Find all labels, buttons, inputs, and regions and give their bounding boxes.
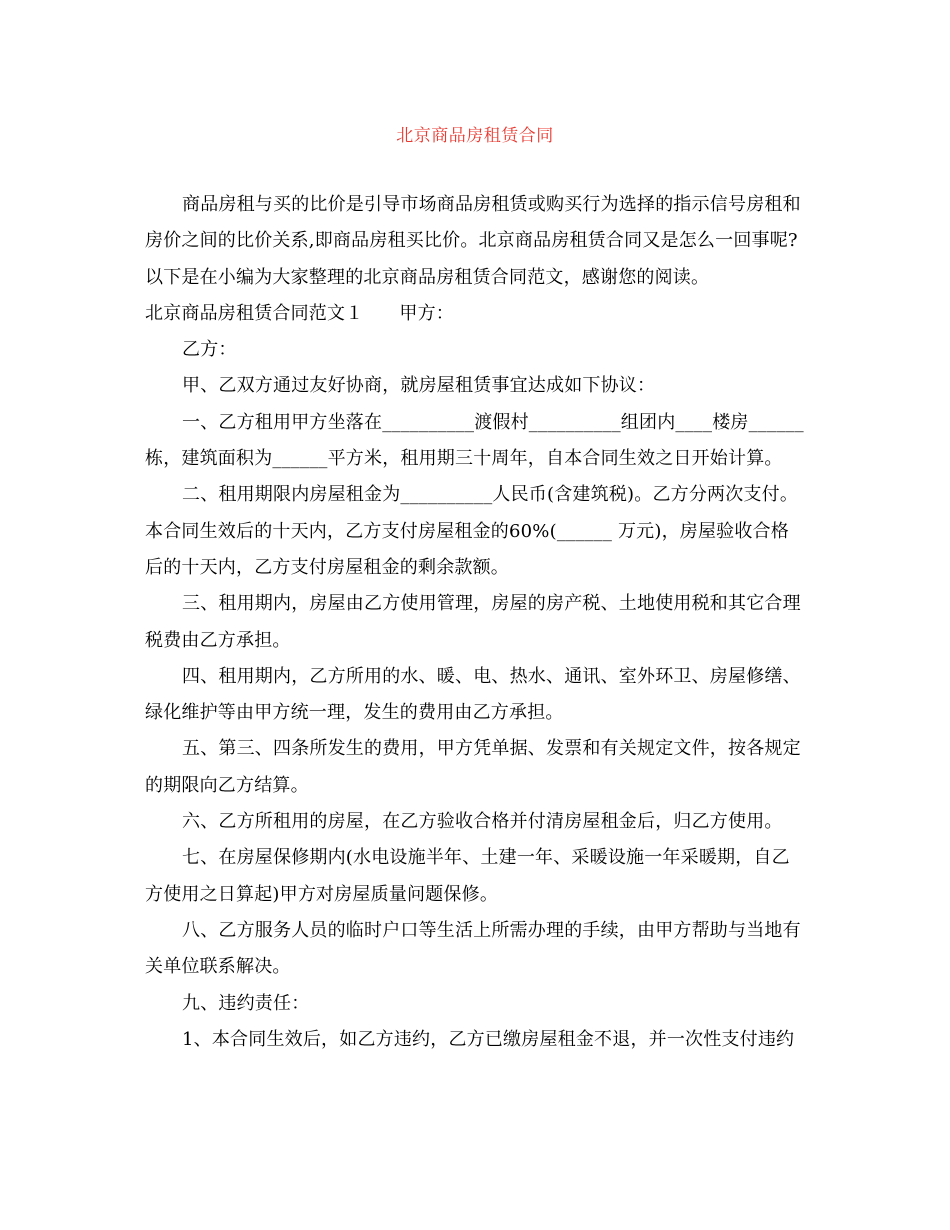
clause-paragraph: 八、乙方服务人员的临时户口等生活上所需办理的手续，由甲方帮助与当地有关单位联系解决。 bbox=[145, 919, 801, 978]
sample-heading-line bbox=[145, 296, 805, 332]
clause-paragraph: 六、乙方所租用的房屋，在乙方验收合格并付清房屋租金后，归乙方使用。 bbox=[182, 811, 783, 833]
clause-paragraph: 1、本合同生效后，如乙方违约，乙方已缴房屋租金不退，并一次性支付违约 bbox=[182, 1028, 795, 1050]
party-a-label: 甲方： bbox=[399, 302, 455, 324]
clause-paragraph: 三、租用期内，房屋由乙方使用管理，房屋的房产税、土地使用税和其它合理税费由乙方承担。 bbox=[145, 593, 801, 651]
sample-heading: 北京商品房租赁合同范文１ bbox=[145, 302, 364, 324]
document-body bbox=[145, 187, 805, 1058]
party-b-label: 乙方： bbox=[182, 339, 237, 361]
clause-paragraph: 四、租用期内，乙方所用的水、暖、电、热水、通讯、室外环卫、房屋修缮、绿化维护等由甲方统一理，发生的费用由乙方承担。 bbox=[145, 665, 801, 724]
clause-paragraph: 一、乙方租用甲方坐落在__________渡假村__________组团内____楼房______栋，建筑面积为______平方米，租用期三十周年，自本合同生效之日开始计算。 bbox=[145, 411, 804, 470]
document-title: 北京商品房租赁合同 bbox=[396, 126, 554, 146]
intro-paragraph: 商品房租与买的比价是引导市场商品房租赁或购买行为选择的指示信号房租和房价之间的比价关系,即商品房租买比价。北京商品房租赁合同又是怎么一回事呢?以下是在小编为大家整理的北京商品房租赁合同范文，感谢您的阅读。 bbox=[145, 194, 801, 288]
clause-paragraph: 五、第三、四条所发生的费用，甲方凭单据、发票和有关规定文件，按各规定的期限向乙方结算。 bbox=[145, 738, 801, 796]
clause-paragraph: 二、租用期限内房屋租金为__________人民币(含建筑税)。乙方分两次支付。本合同生效后的十天内，乙方支付房屋租金的60%(______ 万元)，房屋验收合格后的十天内，乙方支付房屋租金的剩余款额。 bbox=[145, 484, 799, 578]
clause-paragraph: 七、在房屋保修期内(水电设施半年、土建一年、采暖设施一年采暖期，自乙方使用之日算起)甲方对房屋质量问题保修。 bbox=[145, 847, 790, 905]
clause-paragraph: 九、违约责任： bbox=[182, 992, 310, 1014]
agreement-paragraph: 甲、乙双方通过友好协商，就房屋租赁事宜达成如下协议： bbox=[182, 375, 656, 397]
